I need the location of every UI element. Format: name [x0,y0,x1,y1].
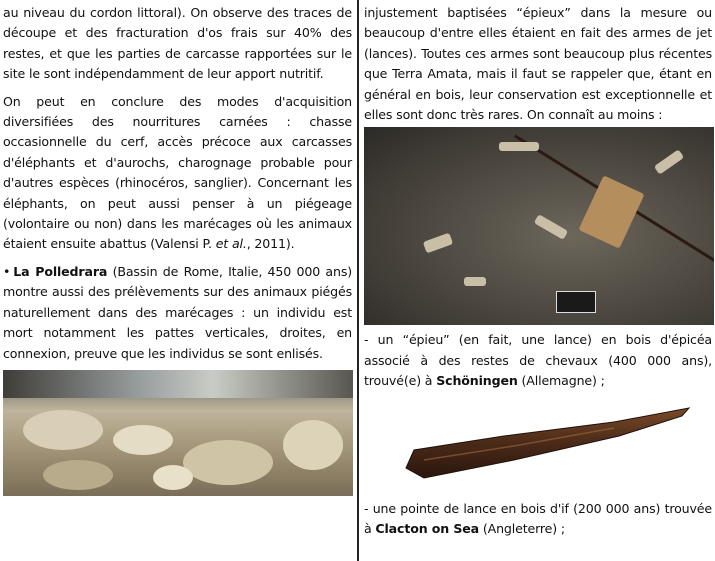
specimen-label [556,291,596,313]
paragraph-conclusion: On peut en conclure des modes d'acquisition diversifiées des nourritures carnées : chasse occasionnelle du cerf, accès précoce aux carcasses d'éléphants et d'aurochs, charognage probable pour d'autres espèces (rhinocéros, sanglier). Concernant les éléphants, on peut aussi penser à un piégeage (volontaire ou non) dans les marécages où les animaux étaient ensuite abattus (Valensi P. et al., 2011). [3,93,352,252]
bone-fragment [153,465,193,490]
paragraph-cordon-littoral: au niveau du cordon littoral). On observe des traces de découpe et des fracturation d'os frais sur 40% des restes, et que les parties de carcasse rapportées sur le site le sont indépendamment de leur apport nutritif. [3,5,352,82]
bone-fragment [464,277,486,286]
caption-schoningen: - un “épieu” (en fait, une lance) en bois d'épicéa associé à des restes de chevaux (400 000 ans), trouvé(e) à Schöningen (Allemagne) ; [364,332,712,389]
bone-fragment [578,176,644,249]
clacton-spear-photo [364,398,714,494]
bone-fragment [23,410,103,450]
bone-fragment [654,150,684,175]
photo-background [3,370,353,398]
et-al-citation: et al. [215,236,247,252]
bone-fragment [183,440,273,485]
bone-fragment [534,215,568,241]
bone-fragment [499,142,539,151]
bone-fragment [423,233,453,254]
column-divider [357,0,359,561]
site-name-schoningen: Schöningen [436,373,518,389]
caption-clacton: - une pointe de lance en bois d'if (200 000 ans) trouvée à Clacton on Sea (Angleterre) ; [364,500,712,537]
bone-fragment [43,460,113,490]
bullet-icon: • [3,263,11,279]
spear-point-drawing [364,398,714,494]
paragraph-epieux: injustement baptisées “épieux” dans la mesure ou beaucoup d'entre elles étaient en fait des armes de jet (lances). Toutes ces armes sont beaucoup plus récentes que Terra Amata, mais il faut se rappeler que, étant en général en bois, leur conservation est exceptionnelle et elles sont donc très rares. On connaît au moins : [364,5,712,123]
left-column [0,0,356,561]
schoningen-spear-photo [364,127,714,325]
right-column [361,0,715,561]
bone-fragment [283,420,343,470]
excavation-site-photo [3,370,353,496]
paragraph-polledrara: • La Polledrara (Bassin de Rome, Italie, 450 000 ans) montre aussi des prélèvements sur des animaux piégés naturellement dans des marécages : un individu est mort notamment les pattes verticales, droites, en connexion, preuve que les individus se sont enlisés. [3,263,353,361]
site-name-clacton: Clacton on Sea [375,521,479,537]
bone-fragment [113,425,173,455]
site-name-polledrara: La Polledrara [13,263,108,279]
